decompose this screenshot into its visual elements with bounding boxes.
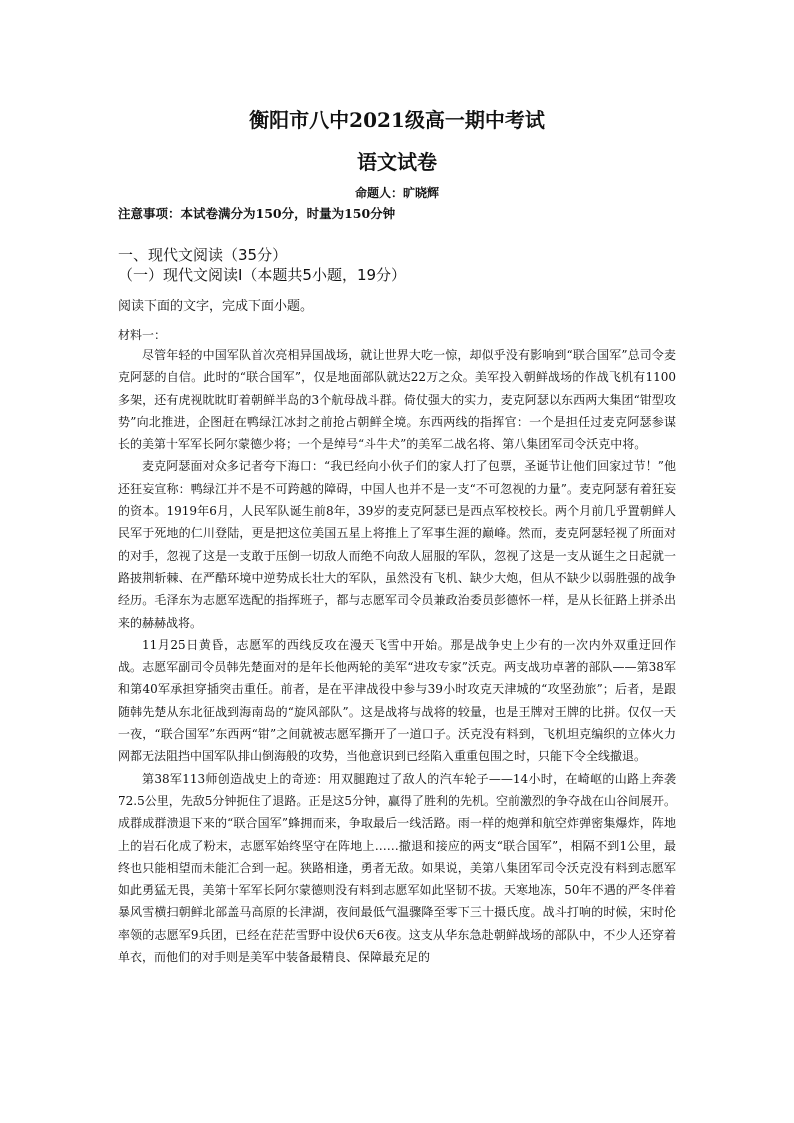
section-heading: 一、现代文阅读（35分） (118, 246, 288, 264)
passage-paragraph: 第38军113师创造战史上的奇迹：用双腿跑过了敌人的汽车轮子——14小时，在崎岖的山路上奔袭72.5公里，先敌5分钟扼住了退路。正是这5分钟，赢得了胜利的先机。空前激烈的争夺战在山谷间展开。成群成群溃退下来的“联合国军”蜂拥而来，争取最后一线活路。雨一样的炮弹和航空炸弹密集爆炸，阵地上的岩石化成了粉末，志愿军始终坚守在阵地上……撤退和接应的两支“联合国军”，相隔不到1公里，最终也只能相望而未能汇合到一起。狭路相逢，勇者无敌。如果说，美第八集团军司令沃克没有料到志愿军如此勇猛无畏，美第十军军长阿尔蒙德则没有料到志愿军如此坚韧不拔。天寒地冻，50年不遇的严冬伴着暴风雪横扫朝鲜北部盖马高原的长津湖，夜间最低气温骤降至零下三十摄氏度。战斗打响的时候，宋时伦率领的志愿军9兵团，已经在茫茫雪野中设伏6天6夜。这支从华东急赴朝鲜战场的部队中，不少人还穿着单衣，而他们的对手则是美军中装备最精良、保障最充足的 (118, 771, 676, 965)
notice-line: 注意事项：本试卷满分为150分，时量为150分钟 (118, 206, 396, 221)
exam-title: 衡阳市八中2021级高一期中考试 (249, 108, 545, 132)
exam-subtitle: 语文试卷 (357, 150, 437, 174)
instruction-text: 阅读下面的文字，完成下面小题。 (118, 299, 314, 314)
author-line: 命题人：旷晓辉 (354, 186, 439, 200)
subsection-heading: （一）现代文阅读Ⅰ（本题共5小题，19分） (118, 266, 407, 284)
material-label: 材料一： (118, 328, 167, 342)
passage-paragraph: 尽管年轻的中国军队首次亮相异国战场，就让世界大吃一惊，却似乎没有影响到“联合国军”总司令麦克阿瑟的自信。此时的“联合国军”，仅是地面部队就达22万之众。美军投入朝鲜战场的作战飞机有1100多架，还有虎视眈眈盯着朝鲜半岛的3个航母战斗群。倚仗强大的实力，麦克阿瑟以东西两大集团“钳型攻势”向北推进，企图赶在鸭绿江冰封之前抢占朝鲜全境。东西两线的指挥官：一个是担任过麦克阿瑟参谋长的美第十军军长阿尔蒙德少将；一个是绰号“斗牛犬”的美军二战名将、第八集团军司令沃克中将。 (118, 348, 676, 452)
passage-paragraph: 麦克阿瑟面对众多记者夸下海口：“我已经向小伙子们的家人打了包票，圣诞节让他们回家过节！”他还狂妄宣称：鸭绿江并不是不可跨越的障碍，中国人也并不是一支“不可忽视的力量”。麦克阿瑟有着狂妄的资本。1919年6月，人民军队诞生前8年，39岁的麦克阿瑟已是西点军校校长。两个月前几乎置朝鲜人民军于死地的仁川登陆，更是把这位美国五星上将推上了军事生涯的巅峰。然而，麦克阿瑟轻视了所面对的对手，忽视了这是一支敢于压倒一切敌人而绝不向敌人屈服的军队，忽视了这是一支从诞生之日起就一路披荆斩棘、在严酷环境中逆势成长壮大的军队，虽然没有飞机、缺少大炮，但从不缺少以弱胜强的战争经历。毛泽东为志愿军选配的指挥班子，都与志愿军司令员兼政治委员彭德怀一样，是从长征路上拼杀出来的赫赫战将。 (118, 459, 676, 630)
passage-body (118, 344, 676, 968)
passage-paragraph: 11月25日黄昏，志愿军的西线反攻在漫天飞雪中开始。那是战争史上少有的一次内外双重迂回作战。志愿军副司令员韩先楚面对的是年长他两轮的美军“进攻专家”沃克。两支战功卓著的部队——第38军和第40军承担穿插突击重任。前者，是在平津战役中参与39小时攻克天津城的“攻坚劲旅”；后者，是跟随韩先楚从东北征战到海南岛的“旋风部队”。这是战将与战将的较量，也是王牌对王牌的比拼。仅仅一天一夜，“联合国军”东西两“钳”之间就被志愿军撕开了一道口子。沃克没有料到，飞机坦克编织的立体火力网都无法阻挡中国军队排山倒海般的攻势，当他意识到已经陷入重重包围之时，只能下令全线撤退。 (118, 637, 676, 764)
